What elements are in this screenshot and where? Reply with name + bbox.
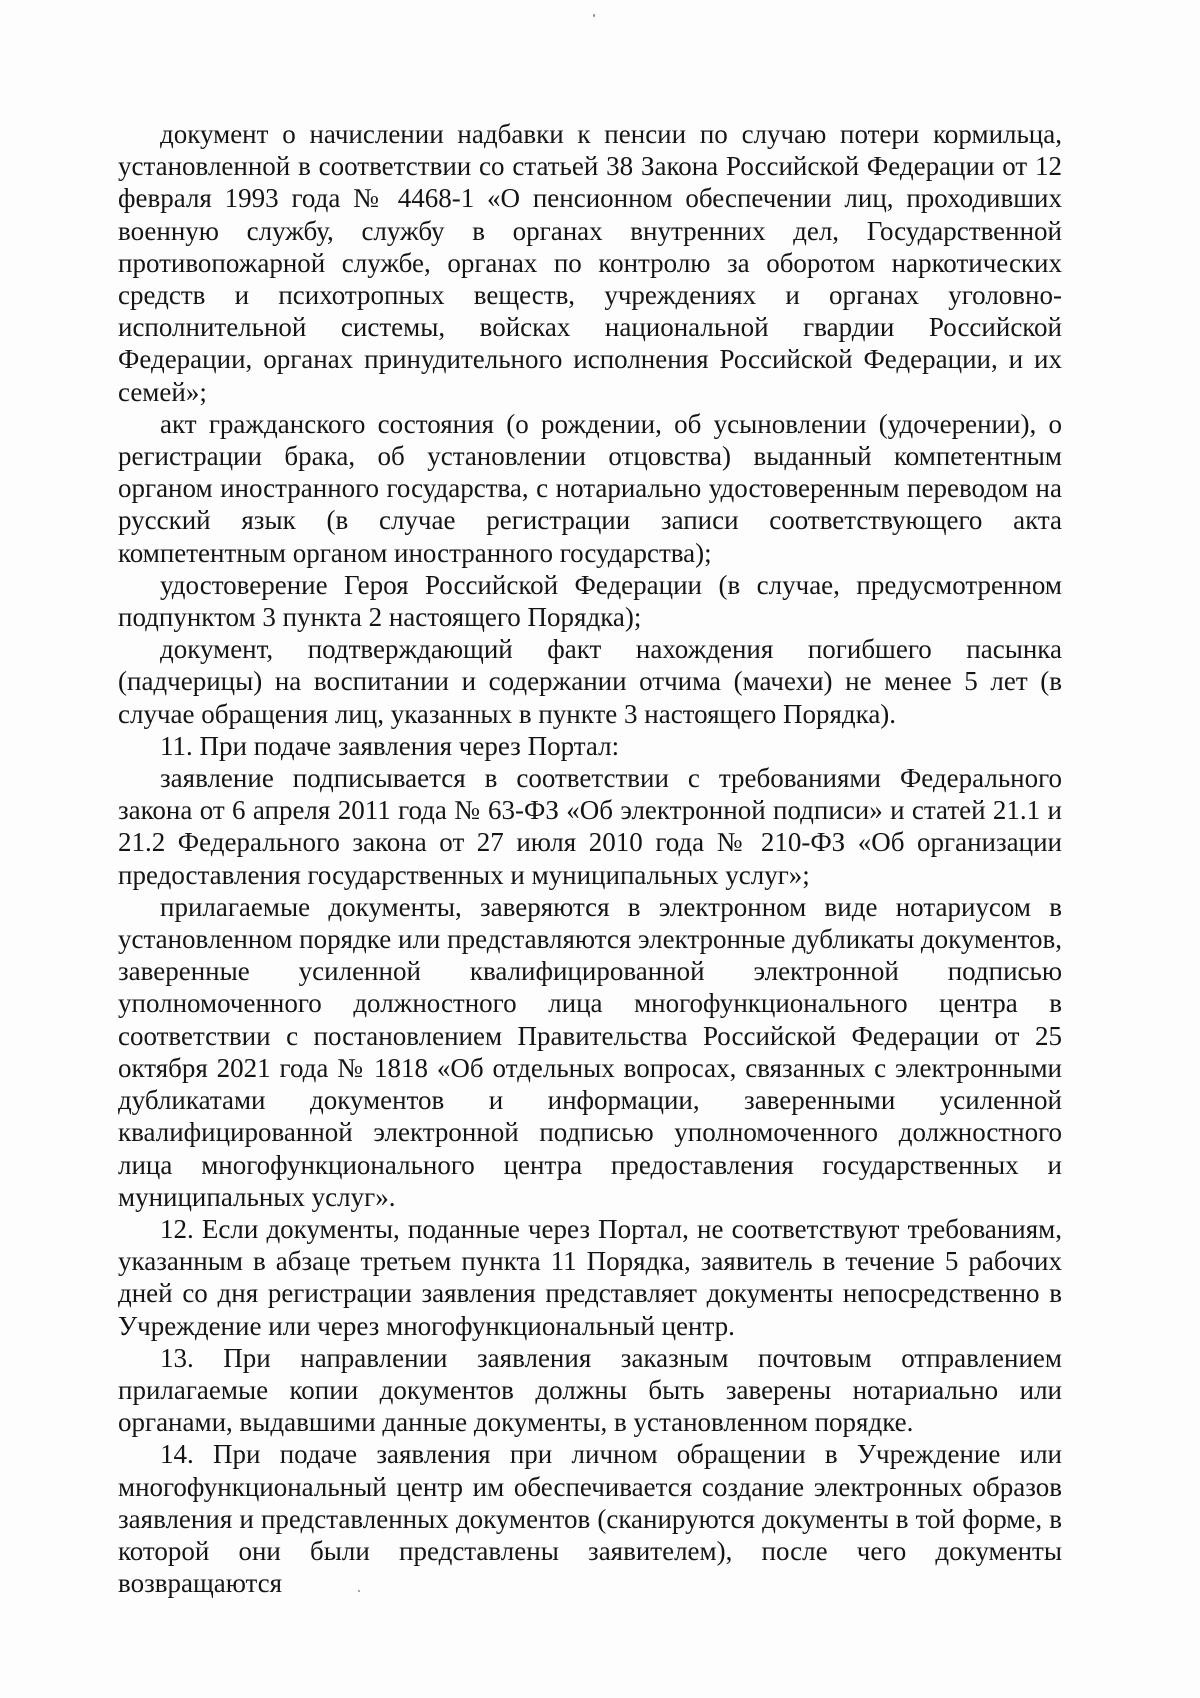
paragraph-civil-status-act: акт гражданского состояния (о рождении, об усыновлении (удочерении), о регистрации брака, об установлении отцовства) выданный компетентным органом иностранного государства, с нотариально удостоверенным переводом на русский язык (в случае регистрации записи соответствующего акта компетентным органом иностранного государства);	[118, 408, 1062, 568]
scan-speck-top	[593, 14, 595, 17]
paragraph-attached-documents: прилагаемые документы, заверяются в электронном виде нотариусом в установленном порядке или представляются электронные дубликаты документов, заверенные усиленной квалифицированной электронной подписью уполномоченного должностного лица многофункционального центра в соответствии с постановлением Правительства Российской Федерации от 25 октября 2021 года № 1818 «Об отдельных вопросах, связанных с электронными дубликатами документов и информации, заверенными усиленной квалифицированной электронной подписью уполномоченного должностного лица многофункционального центра предоставления государственных и муниципальных услуг».	[118, 891, 1062, 1212]
paragraph-stepchild-document: документ, подтверждающий факт нахождения погибшего пасынка (падчерицы) на воспитании и содержании отчима (мачехи) не менее 5 лет (в случае обращения лиц, указанных в пункте 3 настоящего Порядка).	[118, 634, 1062, 729]
paragraph-item-13: 13. При направлении заявления заказным почтовым отправлением прилагаемые копии документов должны быть заверены нотариально или органами, выдавшими данные документы, в установленном порядке.	[118, 1342, 1062, 1438]
document-body	[118, 118, 1062, 1599]
paragraph-item-14: 14. При подаче заявления при личном обращении в Учреждение или многофункциональный центр им обеспечивается создание электронных образов заявления и представленных документов (сканируются документы в той форме, в которой они были представлены заявителем), после чего документы возвращаются	[118, 1439, 1062, 1599]
paragraph-electronic-signature: заявление подписывается в соответствии с требованиями Федерального закона от 6 апреля 2011 года № 63-ФЗ «Об электронной подписи» и статей 21.1 и 21.2 Федерального закона от 27 июля 2010 года № 210-ФЗ «Об организации предоставления государственных и муниципальных услуг»;	[118, 763, 1062, 890]
paragraph-pension-supplement-doc: документ о начислении надбавки к пенсии по случаю потери кормильца, установленной в соответствии со статьей 38 Закона Российской Федерации от 12 февраля 1993 года № 4468-1 «О пенсионном обеспечении лиц, проходивших военную службу, службу в органах внутренних дел, Государственной противопожарной службе, органах по контролю за оборотом наркотических средств и психотропных веществ, учреждениях и органах уголовно-исполнительной системы, войсках национальной гвардии Российской Федерации, органах принудительного исполнения Российской Федерации, и их семей»;	[118, 119, 1062, 407]
paragraph-item-12: 12. Если документы, поданные через Портал, не соответствуют требованиям, указанным в абзаце третьем пункта 11 Порядка, заявитель в течение 5 рабочих дней со дня регистрации заявления представляет документы непосредственно в Учреждение или через многофункциональный центр.	[118, 1213, 1062, 1341]
paragraph-item-11: 11. При подаче заявления через Портал:	[160, 730, 620, 761]
paragraph-hero-certificate: удостоверение Героя Российской Федерации (в случае, предусмотренном подпунктом 3 пункта 2 настоящего Порядка);	[118, 569, 1062, 633]
